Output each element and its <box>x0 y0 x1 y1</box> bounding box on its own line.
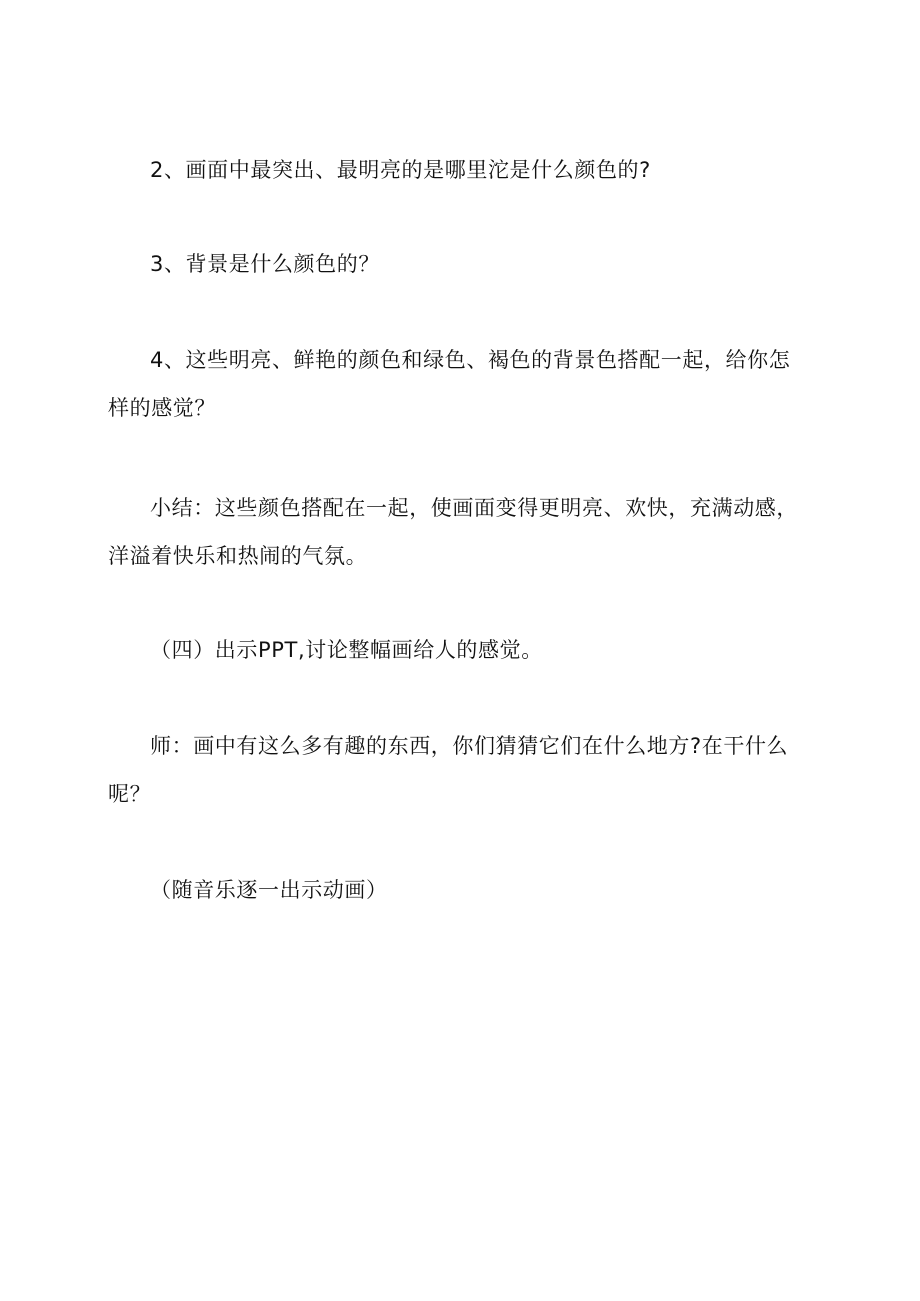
question-2-line-1: 2、画面中最突出、最明亮的是哪里沱是什么颜色的? <box>150 158 651 182</box>
section-4-line-1: （四）出示PPT,讨论整幅画给人的感觉。 <box>150 638 543 662</box>
teacher-question-line-1: 师：画中有这么多有趣的东西，你们猜猜它们在什么地方?在干什么 <box>150 734 789 758</box>
section-4-heading <box>108 626 808 674</box>
teacher-question <box>108 722 808 818</box>
question-3 <box>108 240 808 288</box>
summary-line-2: 洋溢着快乐和热闹的气氛。 <box>108 544 368 568</box>
summary-line-1: 小结：这些颜色搭配在一起，使画面变得更明亮、欢快，充满动感， <box>150 496 798 520</box>
question-4-line-1: 4、这些明亮、鲜艳的颜色和绿色、褐色的背景色搭配一起，给你怎 <box>150 348 791 372</box>
music-note <box>108 866 808 914</box>
music-note-line-1: （随音乐逐一出示动画） <box>150 878 388 902</box>
question-2 <box>108 146 808 194</box>
question-4 <box>108 336 808 432</box>
summary <box>108 484 808 580</box>
question-4-line-2: 样的感觉？ <box>108 396 216 420</box>
question-3-line-1: 3、背景是什么颜色的？ <box>150 252 380 276</box>
teacher-question-line-2: 呢？ <box>108 782 152 806</box>
